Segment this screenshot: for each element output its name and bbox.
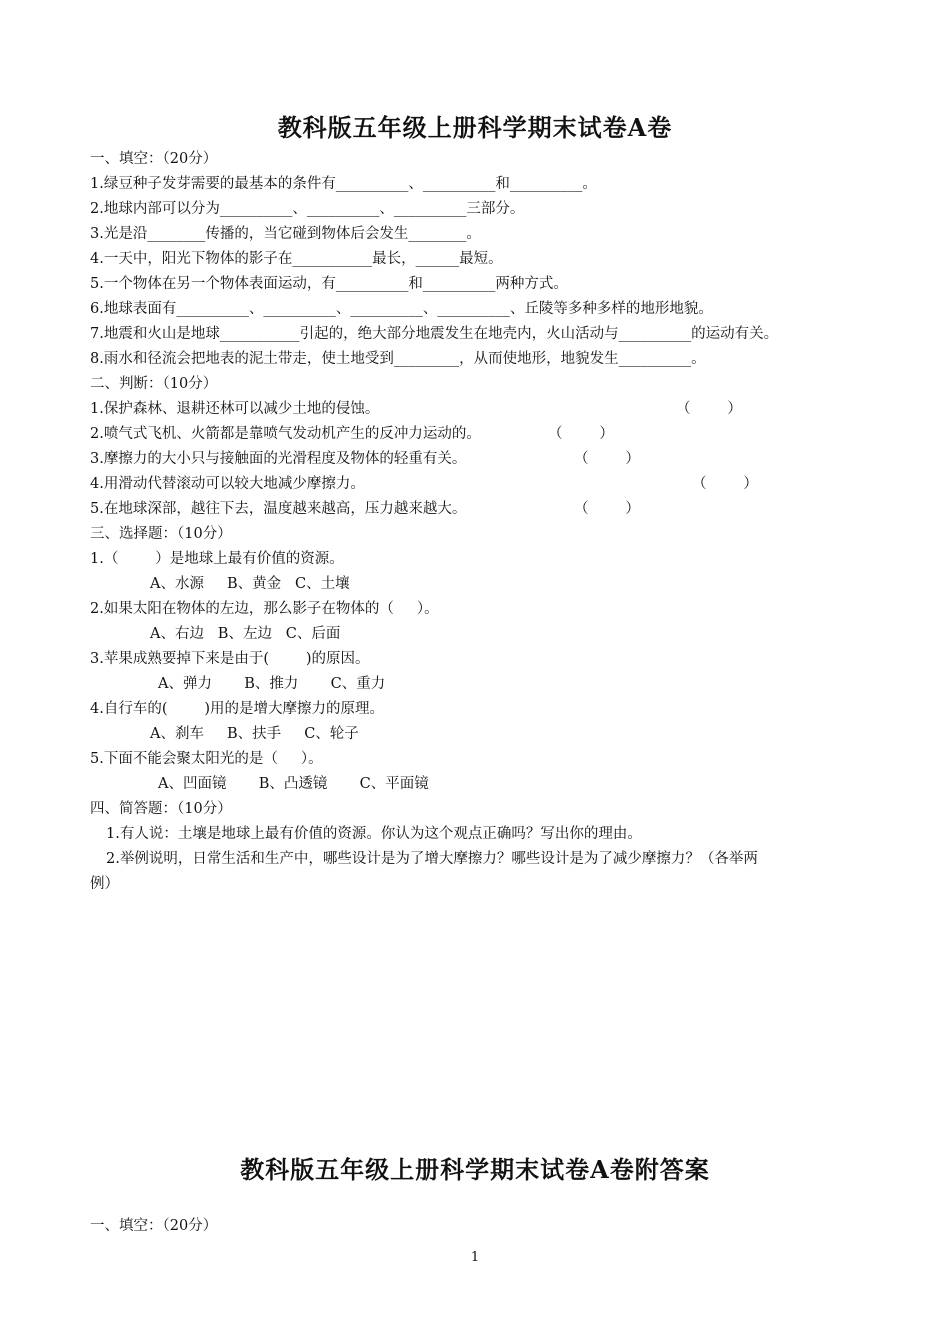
answer-paren: （ ）: [574, 501, 640, 517]
question-line: 1.绿豆种子发芽需要的最基本的条件有__________、__________和__________。: [90, 176, 597, 192]
answer-paren: （ ）: [574, 451, 640, 467]
choice-options: A、水源 B、黄金 C、土壤: [150, 576, 350, 592]
answer-title: 教科版五年级上册科学期末试卷A卷附答案: [240, 1155, 710, 1184]
question-line: 4.一天中，阳光下物体的影子在___________最长，______最短。: [90, 251, 503, 267]
section-heading: 一、填空：（20分）: [90, 151, 218, 167]
page-number: 1: [470, 1250, 480, 1265]
choice-options: A、刹车 B、扶手 C、轮子: [150, 726, 359, 742]
short-answer-question-cont: 例）: [90, 876, 119, 892]
question-line: 3.光是沿________传播的，当它碰到物体后会发生________。: [90, 226, 481, 242]
judgment-item: 4.用滑动代替滚动可以较大地减少摩擦力。: [90, 476, 365, 492]
choice-question: 2.如果太阳在物体的左边，那么影子在物体的（ ）。: [90, 601, 439, 617]
section-heading: 一、填空：（20分）: [90, 1218, 218, 1234]
question-line: 5.一个物体在另一个物体表面运动，有__________和__________两种方式。: [90, 276, 568, 292]
question-line: 6.地球表面有__________、__________、__________、__________、丘陵等多种多样的地形地貌。: [90, 301, 713, 317]
page-title: 教科版五年级上册科学期末试卷A卷: [277, 113, 673, 142]
section-heading: 三、选择题：（10分）: [90, 526, 232, 542]
choice-question: 5.下面不能会聚太阳光的是（ ）。: [90, 751, 323, 767]
answer-paren: （ ）: [692, 476, 758, 492]
judgment-item: 3.摩擦力的大小只与接触面的光滑程度及物体的轻重有关。: [90, 451, 467, 467]
choice-question: 4.自行车的( )用的是增大摩擦力的原理。: [90, 701, 385, 717]
judgment-item: 2.喷气式飞机、火箭都是靠喷气发动机产生的反冲力运动的。: [90, 426, 481, 442]
choice-options: A、凹面镜 B、凸透镜 C、平面镜: [158, 776, 429, 792]
answer-paren: （ ）: [676, 401, 742, 417]
section-heading: 四、简答题：（10分）: [90, 801, 232, 817]
judgment-item: 5.在地球深部，越往下去，温度越来越高，压力越来越大。: [90, 501, 467, 517]
answer-paren: （ ）: [548, 426, 614, 442]
section-heading: 二、判断：（10分）: [90, 376, 218, 392]
judgment-item: 1.保护森林、退耕还林可以减少土地的侵蚀。: [90, 401, 380, 417]
short-answer-question: 1.有人说：土壤是地球上最有价值的资源。你认为这个观点正确吗？写出你的理由。: [106, 826, 642, 842]
choice-question: 3.苹果成熟要掉下来是由于( )的原因。: [90, 651, 370, 667]
question-line: 2.地球内部可以分为__________、__________、__________三部分。: [90, 201, 525, 217]
choice-options: A、弹力 B、推力 C、重力: [158, 676, 386, 692]
choice-question: 1.（ ）是地球上最有价值的资源。: [90, 551, 344, 567]
short-answer-question: 2.举例说明，日常生活和生产中，哪些设计是为了增大摩擦力？哪些设计是为了减少摩擦力？（各举两: [106, 851, 758, 867]
choice-options: A、右边 B、左边 C、后面: [150, 626, 341, 642]
question-line: 8.雨水和径流会把地表的泥土带走，使土地受到_________，从而使地形，地貌发生__________。: [90, 351, 706, 367]
question-line: 7.地震和火山是地球___________引起的，绝大部分地震发生在地壳内，火山活动与__________的运动有关。: [90, 326, 779, 342]
